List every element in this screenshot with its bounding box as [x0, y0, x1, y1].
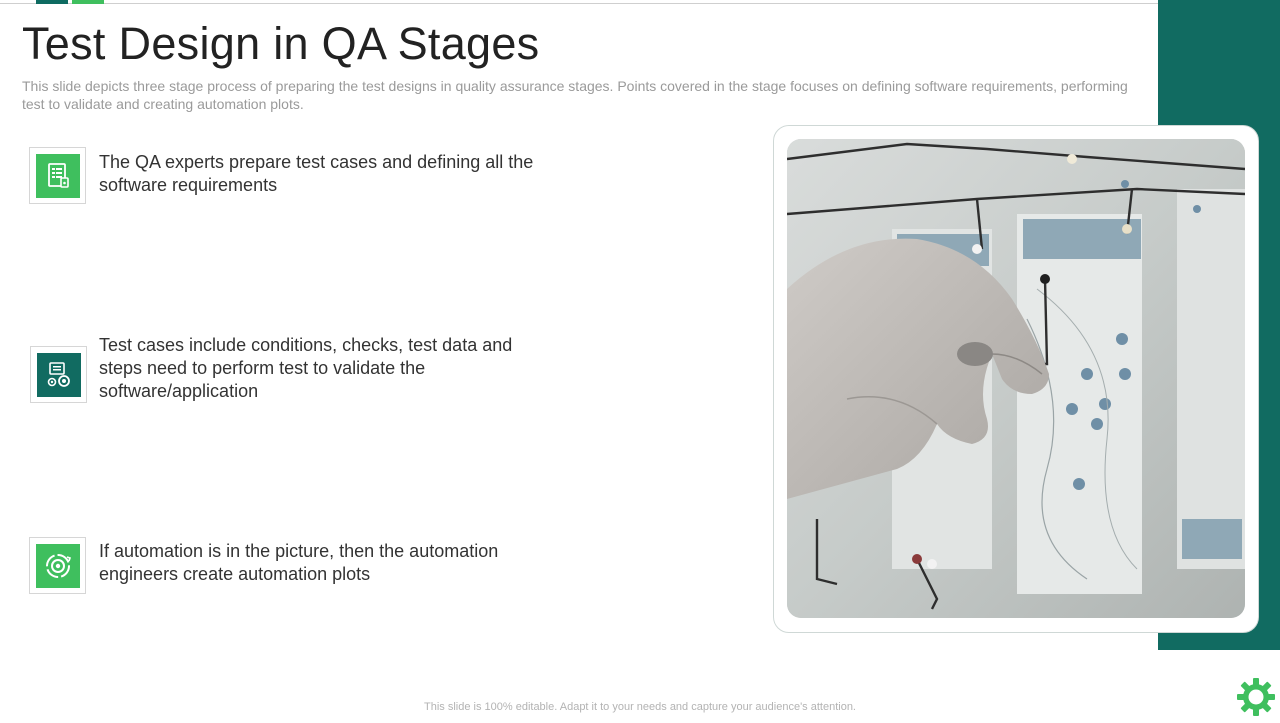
- slide-title: Test Design in QA Stages: [22, 18, 540, 69]
- point-1-text: The QA experts prepare test cases and defining all the software requirements: [99, 152, 534, 195]
- point-1-icon-box: [29, 147, 86, 204]
- point-2-text: Test cases include conditions, checks, test data and steps need to perform test to validate the software/application: [99, 335, 513, 401]
- document-list-icon: [36, 154, 80, 198]
- gear-icon: [1235, 676, 1277, 718]
- footer-note: This slide is 100% editable. Adapt it to your needs and capture your audience's attention.: [424, 701, 856, 713]
- point-2-icon-box: [30, 346, 87, 403]
- automation-cycle-icon: [36, 544, 80, 588]
- slide-subtitle: This slide depicts three stage process of preparing the test designs in quality assurance stages. Points covered in the stage focuses on defining software requirements, performing test to validate and creating automation plots.: [22, 78, 1128, 112]
- hand-pinning-maps-on-board-photo: [787, 139, 1245, 618]
- top-accent-teal: [36, 0, 68, 4]
- top-divider: [0, 3, 1158, 4]
- point-3-text: If automation is in the picture, then the automation engineers create automation plots: [99, 541, 499, 584]
- test-data-settings-icon: [37, 353, 81, 397]
- point-3-icon-box: [29, 537, 86, 594]
- top-accent-green: [72, 0, 104, 4]
